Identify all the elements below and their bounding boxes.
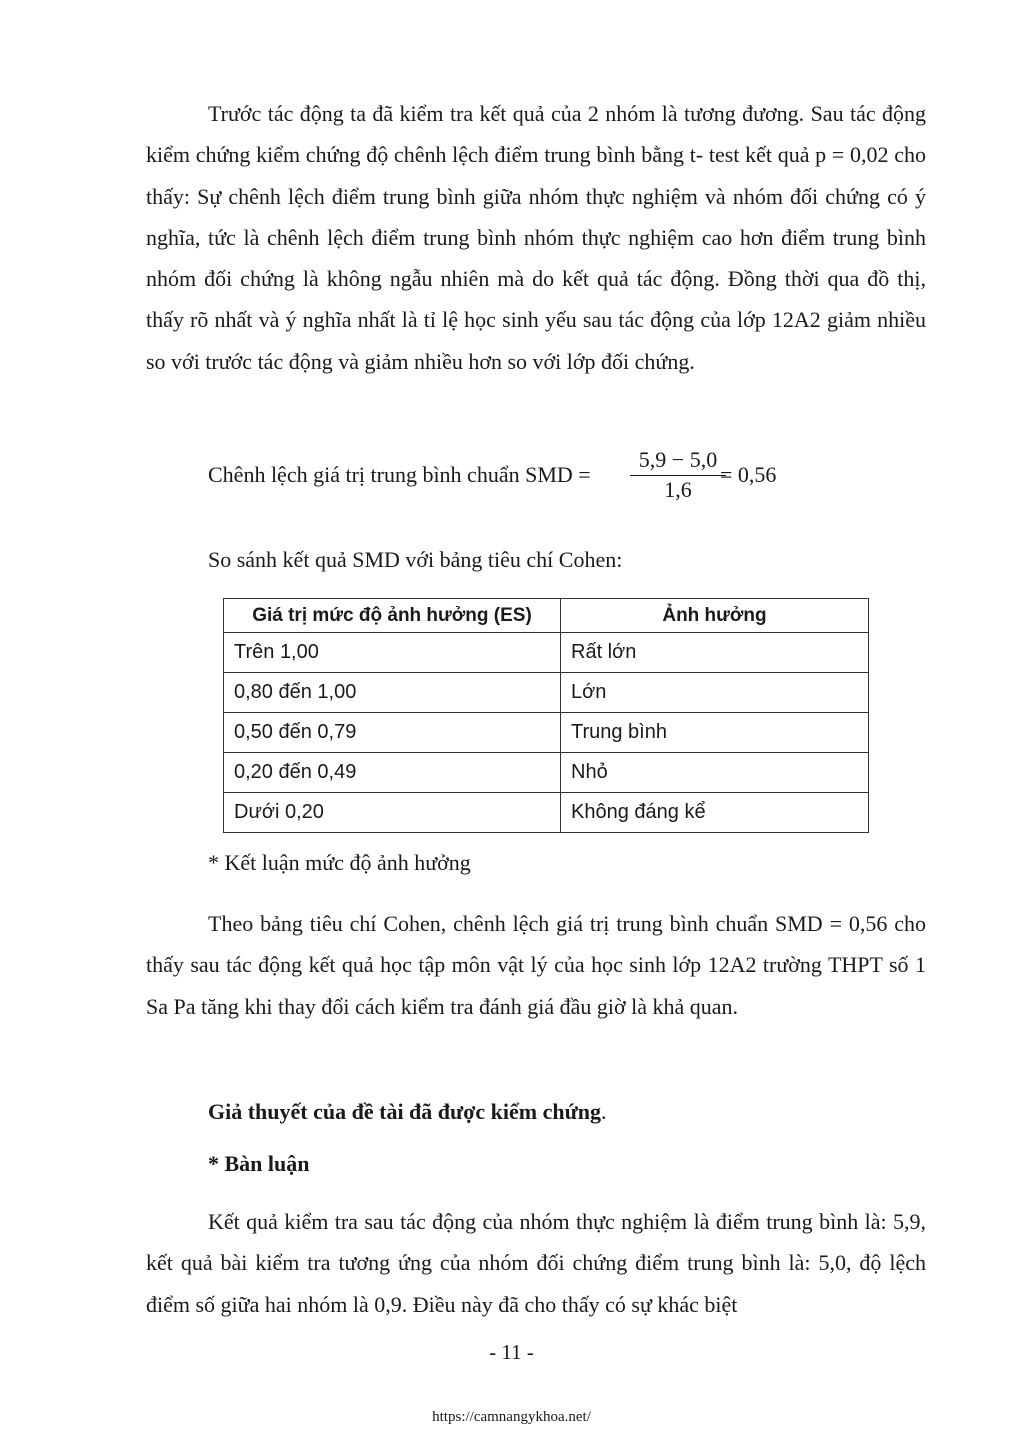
hypothesis-text: Giả thuyết của đề tài đã được kiểm chứng <box>208 1099 602 1124</box>
table-header-row <box>224 599 869 633</box>
table-cell-effect: Trung bình <box>561 713 869 753</box>
table-header-effect: Ảnh hưởng <box>561 599 869 633</box>
paragraph-discussion: Kết quả kiểm tra sau tác động của nhóm thực nghiệm là điểm trung bình là: 5,9, kết quả bài kiểm tra tương ứng của nhóm đối chứng điểm trung bình là: 5,0, độ lệch điểm số giữa hai nhóm là 0,9. Điều này đã cho thấy có sự khác biệt <box>146 1209 926 1317</box>
cohen-criteria-table <box>223 598 869 833</box>
formula-fraction <box>630 446 726 504</box>
table-cell-es: 0,80 đến 1,00 <box>224 673 561 713</box>
cohen-compare-line: So sánh kết quả SMD với bảng tiêu chí Cohen: <box>208 547 623 572</box>
paragraph-cohen-conclusion: Theo bảng tiêu chí Cohen, chênh lệch giá trị trung bình chuẩn SMD = 0,56 cho thấy sau tác động kết quả học tập môn vật lý của học sinh lớp 12A2 trường THPT số 1 Sa Pa tăng khi thay đổi cách kiểm tra đánh giá đầu giờ là khả quan. <box>146 911 926 1019</box>
formula-label: Chênh lệch giá trị trung bình chuẩn SMD = <box>208 462 591 487</box>
table-cell-es: 0,20 đến 0,49 <box>224 753 561 793</box>
discussion-heading: * Bàn luận <box>208 1151 310 1176</box>
table-row <box>224 793 869 833</box>
table-cell-effect: Rất lớn <box>561 633 869 673</box>
footer-url: https://camnangykhoa.net/ <box>432 1409 591 1425</box>
table-row <box>224 633 869 673</box>
table-cell-es: 0,50 đến 0,79 <box>224 713 561 753</box>
table-row <box>224 673 869 713</box>
table-header-es: Giá trị mức độ ảnh hưởng (ES) <box>224 599 561 633</box>
formula-result: = 0,56 <box>720 462 777 487</box>
formula-denominator: 1,6 <box>664 477 692 502</box>
conclusion-heading: * Kết luận mức độ ảnh hưởng <box>208 850 471 875</box>
table-row <box>224 753 869 793</box>
formula-numerator: 5,9 − 5,0 <box>630 446 726 476</box>
table-cell-effect: Không đáng kể <box>561 793 869 833</box>
page-number: - 11 - <box>489 1340 534 1364</box>
table-row <box>224 713 869 753</box>
paragraph-ttest-result: Trước tác động ta đã kiểm tra kết quả của 2 nhóm là tương đương. Sau tác động kiểm chứng kiểm chứng độ chênh lệch điểm trung bình bằng t- test kết quả p = 0,02 cho thấy: Sự chênh lệch điểm trung bình giữa nhóm thực nghiệm và nhóm đối chứng có ý nghĩa, tức là chênh lệch điểm trung bình nhóm thực nghiệm cao hơn điểm trung bình nhóm đối chứng là không ngẫu nhiên mà do kết quả tác động. Đồng thời qua đồ thị, thấy rõ nhất và ý nghĩa nhất là tỉ lệ học sinh yếu sau tác động của lớp 12A2 giảm nhiều so với trước tác động và giảm nhiều hơn so với lớp đối chứng. <box>146 101 926 374</box>
table-cell-es: Dưới 0,20 <box>224 793 561 833</box>
hypothesis-period: . <box>601 1099 607 1124</box>
table-cell-effect: Nhỏ <box>561 753 869 793</box>
hypothesis-line <box>208 1098 607 1126</box>
table-cell-es: Trên 1,00 <box>224 633 561 673</box>
table-cell-effect: Lớn <box>561 673 869 713</box>
